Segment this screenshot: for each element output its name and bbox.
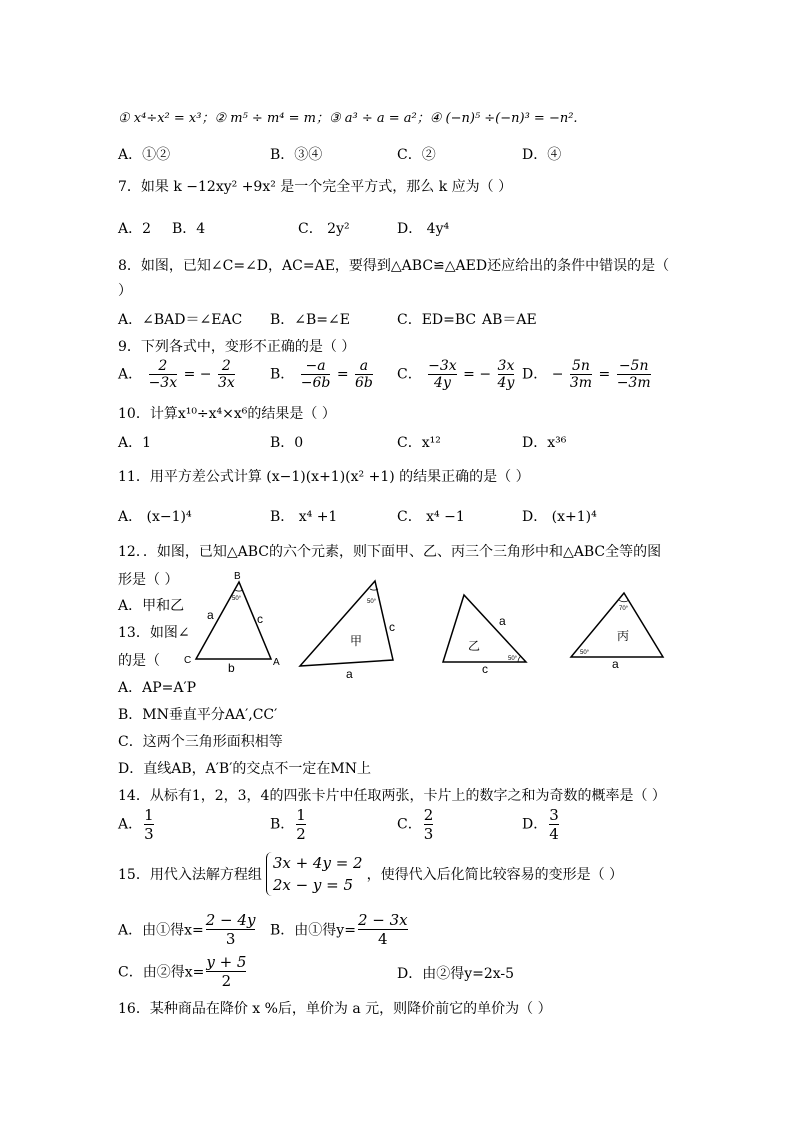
q13-stem-line2: 的是（ [118, 653, 160, 669]
q9-option-b: B． $\frac{-a}{-6b}$ = $\frac{a}{6b}$ [270, 358, 373, 391]
yi-angle: 50° [508, 656, 518, 662]
bing-angle-top: 70° [619, 606, 629, 612]
bing-side-a: a [612, 657, 619, 671]
q7-option-c: C． 2y² [298, 221, 350, 237]
q14-option-b: B． $\frac{1}{2}$ [270, 806, 306, 843]
q9-option-a: A． $\frac{2}{-3x}$ = − $\frac{2}{3x}$ [118, 358, 235, 391]
label-c-vertex: C [184, 655, 192, 666]
q9-option-c: C． $\frac{-3x}{4y}$ = − $\frac{3x}{4y}$ [397, 358, 515, 391]
q14-c-fraction: $\frac{2}{3}$ [423, 806, 434, 843]
q8-option-c-extra: AB＝AE [482, 312, 537, 328]
q10-option-d: D．x³⁶ [522, 435, 567, 451]
q15-a-fraction: $\frac{2 - 4y}{3}$ [205, 911, 256, 948]
q14-a-fraction: $\frac{1}{3}$ [144, 806, 154, 843]
q8-stem-line1: 8．如图，已知∠C=∠D，AC=AE，要得到△ABC≌△AED还应给出的条件中错误的是（ [118, 258, 670, 274]
q14-option-c: C． $\frac{2}{3}$ [397, 806, 434, 843]
q14-d-fraction: $\frac{3}{4}$ [549, 806, 559, 843]
triangle-bing [571, 593, 663, 671]
q9-c-right-fraction: $\frac{3x}{4y}$ [497, 358, 515, 391]
side-a: a [207, 608, 214, 622]
q6-option-b: B．③④ [270, 147, 323, 163]
q9-stem: 9．下列各式中，变形不正确的是（ ） [118, 339, 356, 355]
jia-angle: 50° [367, 599, 377, 605]
q14-stem: 14．从标有1，2，3，4的四张卡片中任取两张，卡片上的数字之和为奇数的概率是（ ） [118, 788, 666, 804]
q9-b-left-fraction: $\frac{-a}{-6b}$ [300, 358, 331, 391]
jia-name: 甲 [350, 634, 363, 648]
q6-option-d: D．④ [522, 147, 562, 163]
q10-stem: 10．计算x¹⁰÷x⁴×x⁶的结果是（ ） [118, 406, 336, 422]
q11-option-a: A． (x−1)⁴ [118, 509, 192, 525]
q15-equation-system: 3x + 4y = 2 2x − y = 5 [266, 852, 363, 896]
q15-c-fraction: $\frac{y + 5}{2}$ [206, 953, 247, 990]
jia-side-c: c [389, 620, 395, 634]
q9-d-left-fraction: $\frac{5n}{3m}$ [569, 358, 593, 391]
q9-c-left-fraction: $\frac{-3x}{4y}$ [428, 358, 457, 391]
triangle-jia [300, 581, 395, 681]
q7-stem: 7．如果 k −12xy² +9x² 是一个完全平方式，那么 k 应为（ ） [118, 179, 513, 195]
q13-option-c: C．这两个三角形面积相等 [118, 734, 283, 750]
q14-option-a: A． $\frac{1}{3}$ [118, 806, 154, 843]
q10-option-a: A．1 [118, 435, 152, 451]
q7-option-a: A．2 [118, 221, 152, 237]
side-c: c [257, 612, 263, 626]
q15-option-a: A．由①得x= $\frac{2 - 4y}{3}$ [118, 911, 256, 948]
label-b: B [234, 571, 241, 582]
q8-option-c: C．ED=BC [397, 312, 477, 328]
q14-b-fraction: $\frac{1}{2}$ [296, 806, 306, 843]
bing-name: 丙 [617, 629, 630, 643]
q7-option-d: D． 4y⁴ [397, 221, 450, 237]
q12-stem-line2: 形是（ ） [118, 572, 179, 588]
q9-a-right-fraction: $\frac{2}{3x}$ [217, 358, 235, 391]
q10-option-b: B．0 [270, 435, 304, 451]
q6-option-c: C．② [397, 147, 436, 163]
q9-a-left-fraction: $\frac{2}{-3x}$ [148, 358, 178, 391]
q11-option-c: C． x⁴ −1 [397, 509, 465, 525]
q12-option-a: A．甲和乙 [118, 598, 185, 614]
q15-b-fraction: $\frac{2 - 3x}{4}$ [357, 911, 408, 948]
label-a-vertex: A [273, 657, 280, 668]
q16-stem: 16．某种商品在降价 x %后，单价为 a 元，则降价前它的单价为（ ） [118, 1001, 552, 1017]
q8-option-b: B．∠B=∠E [270, 312, 350, 328]
q6-option-a: A．①② [118, 147, 171, 163]
q15-option-d: D．由②得y=2x-5 [397, 966, 515, 982]
q8-stem-line2: ） [118, 283, 132, 299]
q12-stem-line1: 12．．如图，已知△ABC的六个元素，则下面甲、乙、丙三个三角形中和△ABC全等的图 [118, 544, 662, 560]
q7-option-b: B．4 [172, 221, 206, 237]
q6-items: ① x⁴÷x² = x³；② m⁵ ÷ m⁴ = m；③ a³ ÷ a = a²；④ (−n)⁵ ÷(−n)³ = −n². [118, 111, 578, 126]
jia-side-a: a [346, 667, 353, 681]
q10-option-c: C．x¹² [397, 435, 441, 451]
q9-option-d: D． − $\frac{5n}{3m}$ = $\frac{-5n}{-3m}$ [522, 358, 651, 391]
angle-b: 50° [232, 596, 242, 602]
q15-option-b: B．由①得y= $\frac{2 - 3x}{4}$ [270, 911, 408, 948]
yi-name: 乙 [468, 639, 481, 653]
q13-stem-line1: 13．如图∠ [118, 625, 190, 641]
q13-option-a: A．AP=A′P [118, 680, 197, 696]
q11-stem: 11．用平方差公式计算 (x−1)(x+1)(x² +1) 的结果正确的是（ ） [118, 469, 530, 485]
q13-option-b: B．MN垂直平分AA′,CC′ [118, 707, 278, 723]
q11-option-d: D． (x+1)⁴ [522, 509, 597, 525]
q15-stem: 15．用代入法解方程组 3x + 4y = 2 2x − y = 5 ，使得代入后化简比较容易的变形是（ ） [118, 854, 624, 894]
bing-angle-left: 50° [580, 650, 590, 656]
yi-side-c: c [482, 662, 488, 676]
side-b: b [228, 661, 235, 675]
triangle-figure [150, 566, 680, 686]
q11-option-b: B． x⁴ +1 [270, 509, 338, 525]
q13-option-d: D．直线AB，A′B′的交点不一定在MN上 [118, 761, 371, 777]
q9-a-label: A． [118, 366, 143, 383]
q9-d-right-fraction: $\frac{-5n}{-3m}$ [616, 358, 651, 391]
yi-side-a: a [499, 614, 506, 628]
q15-option-c: C．由②得x= $\frac{y + 5}{2}$ [118, 953, 247, 990]
q8-option-a: A．∠BAD＝∠EAC [118, 312, 243, 328]
triangle-yi [443, 595, 526, 676]
q14-option-d: D． $\frac{3}{4}$ [522, 806, 559, 843]
q9-b-right-fraction: $\frac{a}{6b}$ [355, 358, 373, 391]
